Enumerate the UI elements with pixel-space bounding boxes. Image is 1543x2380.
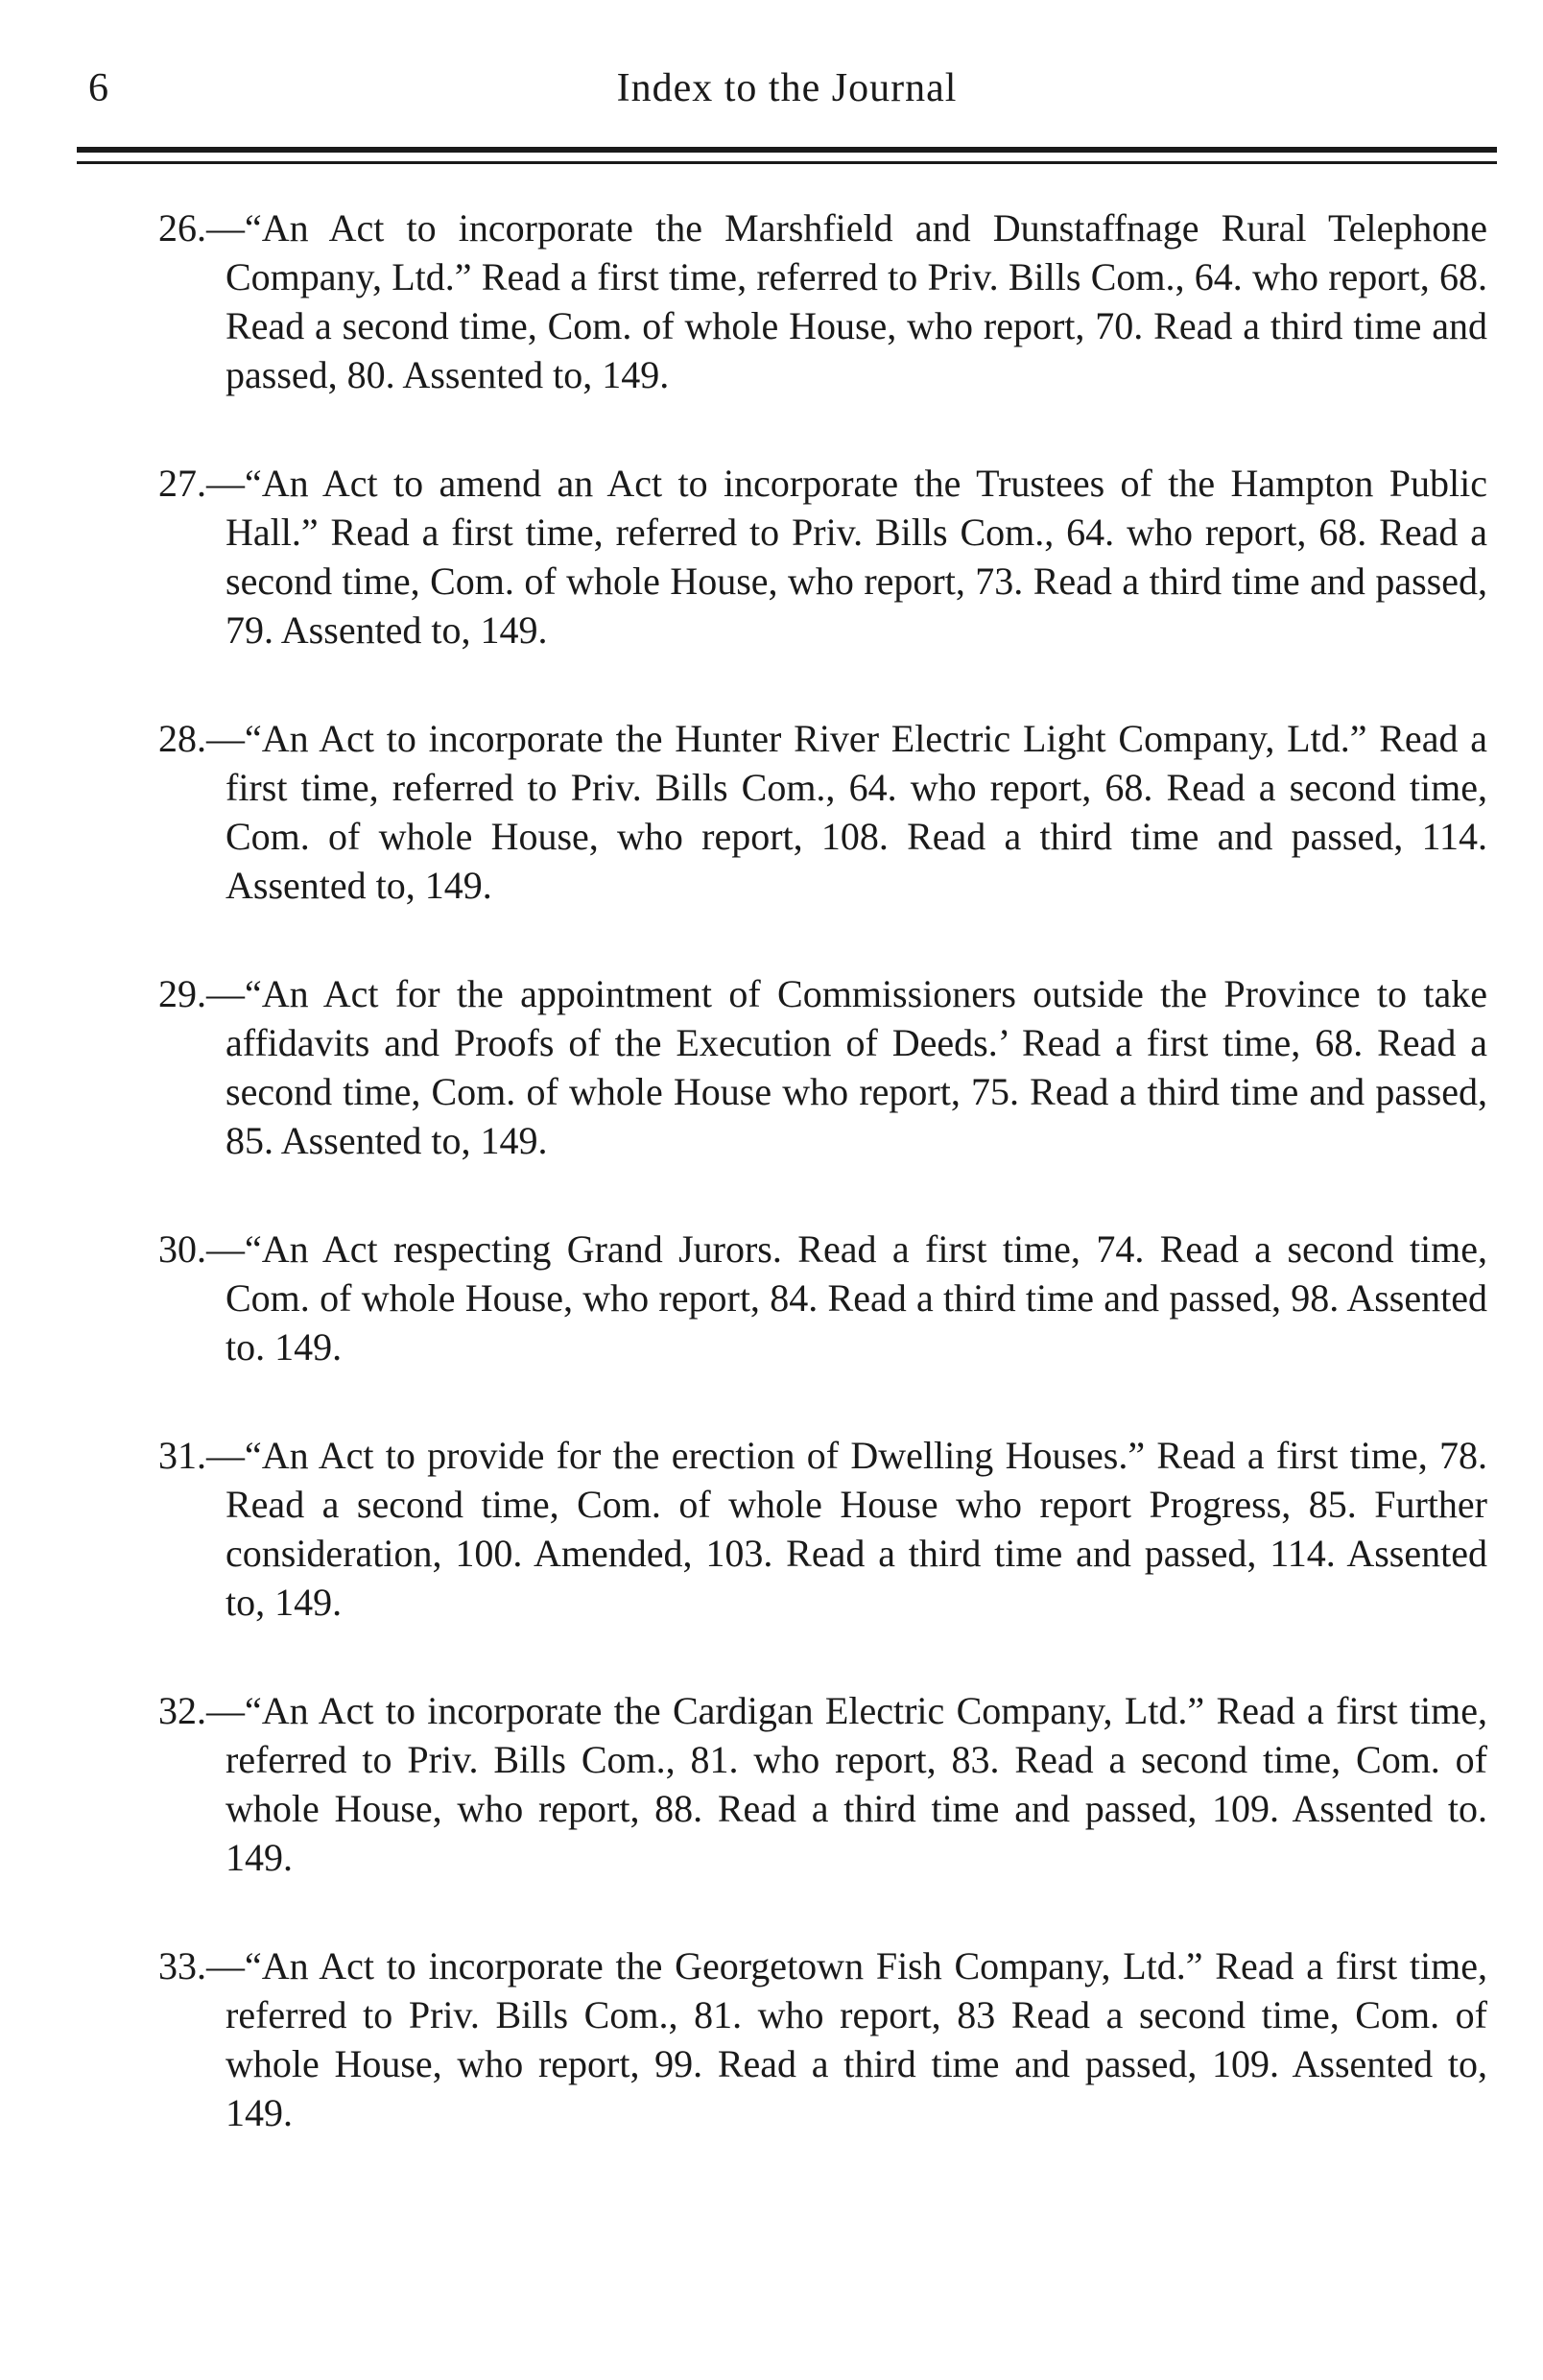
- entry-number: 29.: [158, 972, 206, 1015]
- entry-number: 32.: [158, 1689, 206, 1732]
- entry-text: —“An Act to amend an Act to incorporate the Trustees of the Hampton Public Hall.” Read a first time, referred to Priv. Bills Com., 64. who report, 68. Read a second time, Com. of whole House, who report, 73. Read a third time and passed, 79. Assented to, 149.: [206, 462, 1487, 652]
- entry-number: 26.: [158, 206, 206, 250]
- entry-number: 28.: [158, 717, 206, 760]
- page-number: 6: [88, 66, 108, 110]
- entry-number: 27.: [158, 462, 206, 505]
- index-entry: [158, 1686, 1487, 1882]
- entry-number: 33.: [158, 1944, 206, 1987]
- index-entry: [158, 969, 1487, 1165]
- entry-text: —“An Act for the appointment of Commissioners outside the Province to take affidavits and Proofs of the Execution of Deeds.’ Read a first time, 68. Read a second time, Com. of whole House who report, 75. Read a third time and passed, 85. Assented to, 149.: [206, 972, 1487, 1162]
- entry-text: —“An Act respecting Grand Jurors. Read a first time, 74. Read a second time, Com. of whole House, who report, 84. Read a third time and passed, 98. Assented to. 149.: [206, 1227, 1487, 1368]
- index-entry: [158, 1941, 1487, 2137]
- entry-text: —“An Act to incorporate the Hunter River Electric Light Company, Ltd.” Read a first time, referred to Priv. Bills Com., 64. who report, 68. Read a second time, Com. of whole House, who report, 108. Read a third time and passed, 114. Assented to, 149.: [206, 717, 1487, 907]
- entry-text: —“An Act to incorporate the Georgetown Fish Company, Ltd.” Read a first time, referred to Priv. Bills Com., 81. who report, 83 Read a second time, Com. of whole House, who report, 99. Read a third time and passed, 109. Assented to, 149.: [206, 1944, 1487, 2134]
- header-rule-thick: [77, 147, 1497, 153]
- entry-number: 30.: [158, 1227, 206, 1271]
- index-entry: [158, 714, 1487, 910]
- entry-text: —“An Act to incorporate the Marshfield and Dunstaffnage Rural Telephone Company, Ltd.” Read a first time, referred to Priv. Bills Com., 64. who report, 68. Read a second time, Com. of whole House, who report, 70. Read a third time and passed, 80. Assented to, 149.: [206, 206, 1487, 396]
- header-rule-thin: [77, 161, 1497, 164]
- entry-number: 31.: [158, 1434, 206, 1477]
- page-header: [77, 60, 1497, 117]
- index-entry: [158, 459, 1487, 654]
- index-entry: [158, 1225, 1487, 1371]
- entry-text: —“An Act to provide for the erection of Dwelling Houses.” Read a first time, 78. Read a second time, Com. of whole House who report Progress, 85. Further consideration, 100. Amended, 103. Read a third time and passed, 114. Assented to, 149.: [206, 1434, 1487, 1624]
- index-entry: [158, 203, 1487, 399]
- running-title: Index to the Journal: [616, 66, 958, 110]
- entry-text: —“An Act to incorporate the Cardigan Electric Company, Ltd.” Read a first time, referred to Priv. Bills Com., 81. who report, 83. Read a second time, Com. of whole House, who report, 88. Read a third time and passed, 109. Assented to. 149.: [206, 1689, 1487, 1879]
- index-entries: [158, 203, 1487, 2197]
- index-entry: [158, 1431, 1487, 1627]
